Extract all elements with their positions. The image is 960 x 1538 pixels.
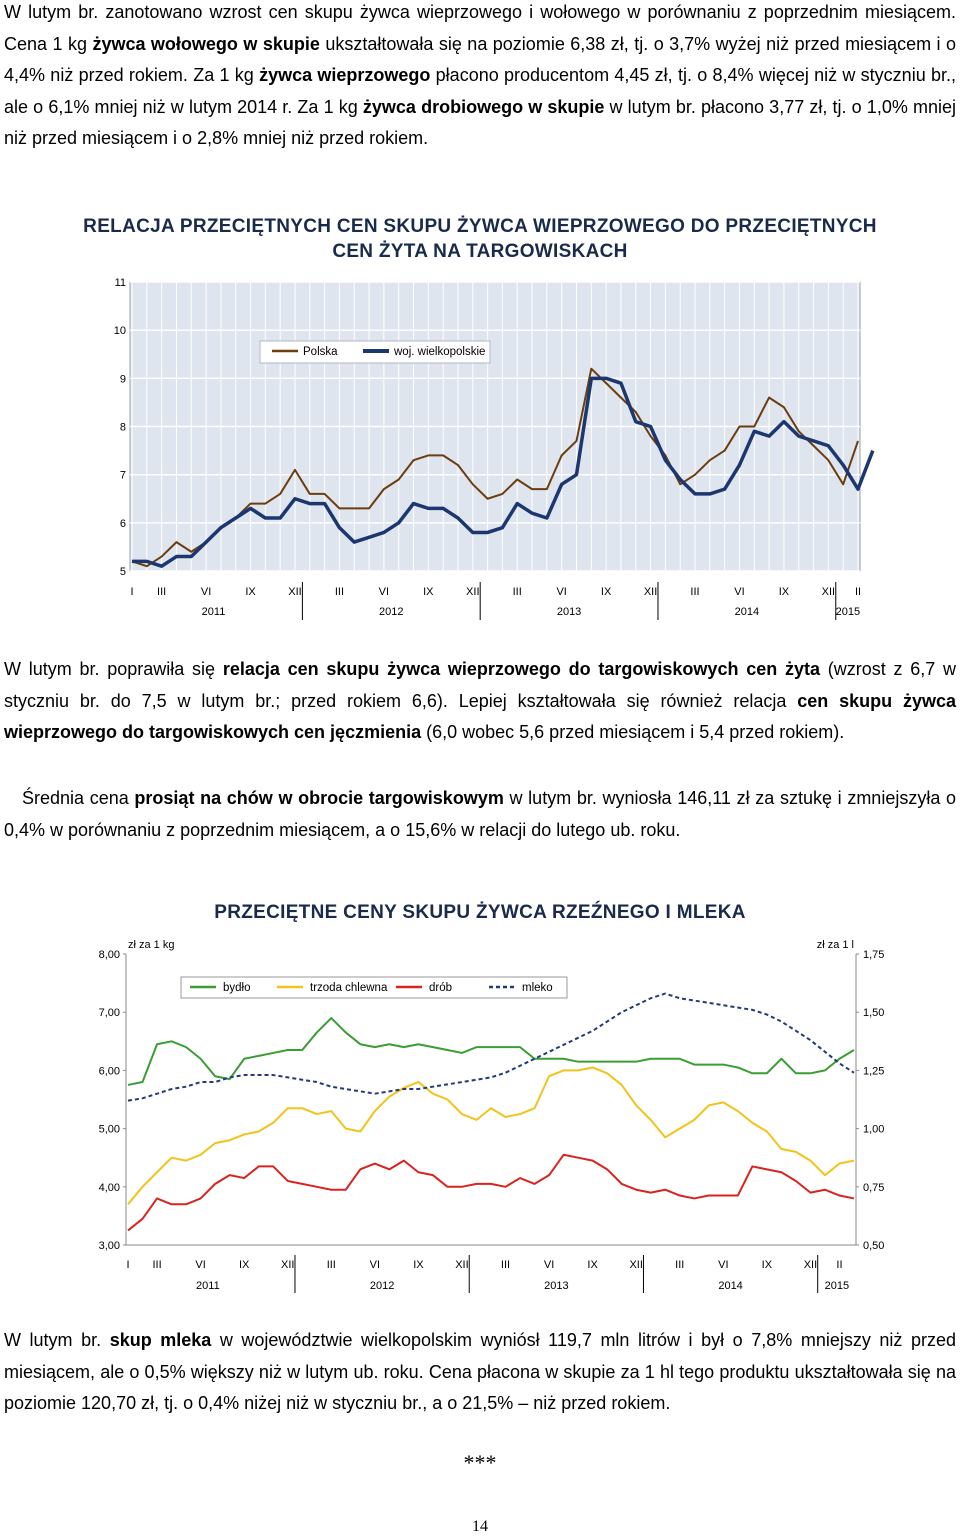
y-tick-label-right: 0,50 [863, 1240, 885, 1252]
series-line-bydlo [128, 1018, 854, 1085]
x-tick-label: VI [369, 1259, 381, 1271]
legend-label: mleko [522, 982, 553, 994]
y-tick-label-left: 3,00 [98, 1240, 120, 1252]
year-label: 2014 [718, 1280, 743, 1292]
y-axis-unit-right: zł za 1 l [816, 939, 854, 951]
text-run: (wzrost z 6,7 w styczniu br. do 7,5 w lutym br.; przed rokiem 6,6). Lepiej kształtowała się również relacja [4, 659, 956, 711]
year-label: 2015 [824, 1280, 850, 1292]
year-label: 2011 [201, 606, 226, 618]
legend-label: woj. wielkopolskie [394, 346, 486, 358]
year-label: 2012 [369, 1280, 395, 1292]
x-tick-label: XII [629, 1259, 643, 1271]
y-tick-label-left: 8,00 [98, 949, 120, 961]
y-tick-label: 11 [114, 277, 126, 289]
legend-label: Polska [303, 346, 338, 358]
section-separator: *** [463, 1450, 497, 1475]
x-tick-label: III [326, 1259, 336, 1271]
y-tick-label: 9 [119, 373, 126, 386]
x-tick-label: VI [543, 1259, 555, 1271]
x-tick-label: VI [556, 586, 567, 598]
y-tick-label: 6 [119, 517, 126, 530]
x-tick-label: III [512, 586, 522, 598]
x-tick-label: III [675, 1259, 685, 1271]
x-tick-label: XII [803, 1259, 818, 1271]
x-tick-label: I [126, 1259, 130, 1271]
year-label: 2013 [556, 606, 582, 618]
x-tick-label: III [157, 586, 167, 598]
series-line-drob [128, 1155, 854, 1231]
x-tick-label: VI [195, 1259, 206, 1271]
x-tick-label: IX [778, 586, 790, 598]
y-tick-label: 8 [119, 421, 126, 434]
x-tick-label: IX [587, 1259, 598, 1271]
x-tick-label: XII [466, 586, 480, 598]
x-tick-label: XII [643, 586, 658, 598]
x-tick-label: VI [734, 586, 745, 598]
y-tick-label-right: 1,75 [863, 949, 885, 961]
year-label: 2013 [544, 1280, 569, 1292]
y-tick-label-right: 1,50 [863, 1007, 885, 1020]
bold-run: prosiąt na chów w obrocie targowiskowym [134, 788, 504, 808]
bold-run: żywca drobiowego w skupie [362, 96, 605, 117]
text-run: płacono producentom 4,45 zł, tj. o 8,4% więcej niż w styczniu br., ale o 6,1% mniej niż w lutym 2014 r. Za 1 kg [4, 65, 957, 117]
chart1-title [0, 214, 960, 264]
bold-run: żywca wołowego w skupie [92, 33, 320, 54]
x-tick-label: IX [238, 1259, 250, 1271]
x-tick-label: I [130, 586, 134, 598]
y-tick-label-right: 1,25 [863, 1065, 885, 1078]
x-tick-label: IX [245, 586, 256, 598]
y-tick-label-left: 7,00 [98, 1007, 120, 1020]
x-tick-label: IX [600, 586, 612, 598]
bold-run: skup mleka [109, 1330, 212, 1350]
text-run: w lutym br. płacono 3,77 zł, tj. o 1,0% mniej niż przed miesiącem i o 2,8% mniej niż przed rokiem. [4, 96, 956, 148]
text-run: Średnia cena [22, 788, 135, 808]
y-axis-unit-left: zł za 1 kg [128, 939, 175, 951]
x-tick-label: XII [288, 586, 302, 598]
x-tick-label: XII [455, 1259, 469, 1271]
x-tick-label: IX [413, 1259, 424, 1271]
x-tick-label: IX [423, 586, 434, 598]
text-run: w województwie wielkopolskim wyniósł 119,7 mln litrów i był o 7,8% mniejszy niż przed miesiącem, ale o 0,5% większy niż w lutym ub. roku. Cena płacona w skupie za 1 hl tego produktu ukształtowała się na poziomie 120,70 zł, tj. o 0,4% niżej niż w styczniu br., a o 21,5% – niż przed rokiem. [4, 1330, 956, 1413]
page-number: 14 [472, 1518, 488, 1535]
x-tick-label: VI [200, 586, 212, 598]
legend-label: trzoda chlewna [310, 982, 388, 994]
text-run: ukształtowała się na poziomie 6,38 zł, tj. o 3,7% wyżej niż przed miesiącem i o 4,4% niż przed rokiem. Za 1 kg [4, 33, 957, 85]
text-run: W lutym br. poprawiła się [4, 659, 223, 679]
y-tick-label-left: 5,00 [98, 1123, 120, 1136]
x-tick-label: III [500, 1259, 511, 1271]
paragraph-piglet-prices [4, 783, 956, 846]
x-tick-label: II [854, 586, 862, 598]
y-tick-label-left: 4,00 [98, 1181, 120, 1194]
legend-label: bydło [223, 982, 251, 994]
x-tick-label: VI [718, 1259, 729, 1271]
chart2-title: PRZECIĘTNE CENY SKUPU ŻYWCA RZEŹNEGO I MLEKA [214, 902, 746, 923]
y-tick-label: 7 [119, 469, 126, 482]
y-tick-label-right: 0,75 [863, 1181, 885, 1194]
x-tick-label: III [334, 586, 345, 598]
x-tick-label: III [152, 1259, 162, 1271]
year-label: 2015 [835, 606, 861, 618]
chart1-title-line2: CEN ŻYTA NA TARGOWISKACH [332, 241, 628, 262]
x-tick-label: XII [280, 1259, 295, 1271]
legend-label: drób [429, 982, 453, 994]
bold-run: cen skupu żywca wieprzowego do targowiskowych cen jęczmienia [4, 690, 956, 742]
text-run: (6,0 wobec 5,6 przed miesiącem i 5,4 przed rokiem). [421, 722, 845, 742]
text-run: w lutym br. wyniosła 146,11 zł za sztukę i zmniejszyła o 0,4% w porównaniu z poprzednim miesiącem, a o 15,6% w relacji do lutego ub. roku. [4, 788, 957, 840]
year-label: 2014 [734, 606, 760, 618]
y-tick-label-right: 1,00 [863, 1123, 885, 1136]
x-tick-label: IX [761, 1259, 773, 1271]
y-tick-label: 5 [119, 566, 126, 578]
y-tick-label: 10 [113, 325, 126, 338]
bold-run: żywca wieprzowego [259, 65, 431, 85]
bold-run: relacja cen skupu żywca wieprzowego do targowiskowych cen żyta [222, 659, 820, 679]
paragraph-livestock-prices [4, 0, 956, 155]
x-tick-label: XII [821, 586, 836, 598]
year-label: 2011 [196, 1280, 220, 1292]
chart-pig-rye-price-ratio [0, 262, 960, 632]
paragraph-milk [4, 1325, 956, 1420]
text-run: W lutym br. zanotowano wzrost cen skupu żywca wieprzowego i wołowego w porównaniu z poprzednim miesiącem. Cena 1 kg [4, 2, 956, 54]
x-tick-label: VI [378, 586, 390, 598]
chart-livestock-milk-prices [0, 930, 960, 1300]
year-label: 2012 [379, 606, 404, 618]
text-run: W lutym br. [4, 1330, 110, 1350]
x-tick-label: II [836, 1259, 843, 1271]
paragraph-price-ratios [4, 654, 956, 749]
x-tick-label: III [690, 586, 700, 598]
chart1-title-line1: RELACJA PRZECIĘTNYCH CEN SKUPU ŻYWCA WIEPRZOWEGO DO PRZECIĘTNYCH [83, 216, 877, 237]
y-tick-label-left: 6,00 [98, 1065, 120, 1078]
